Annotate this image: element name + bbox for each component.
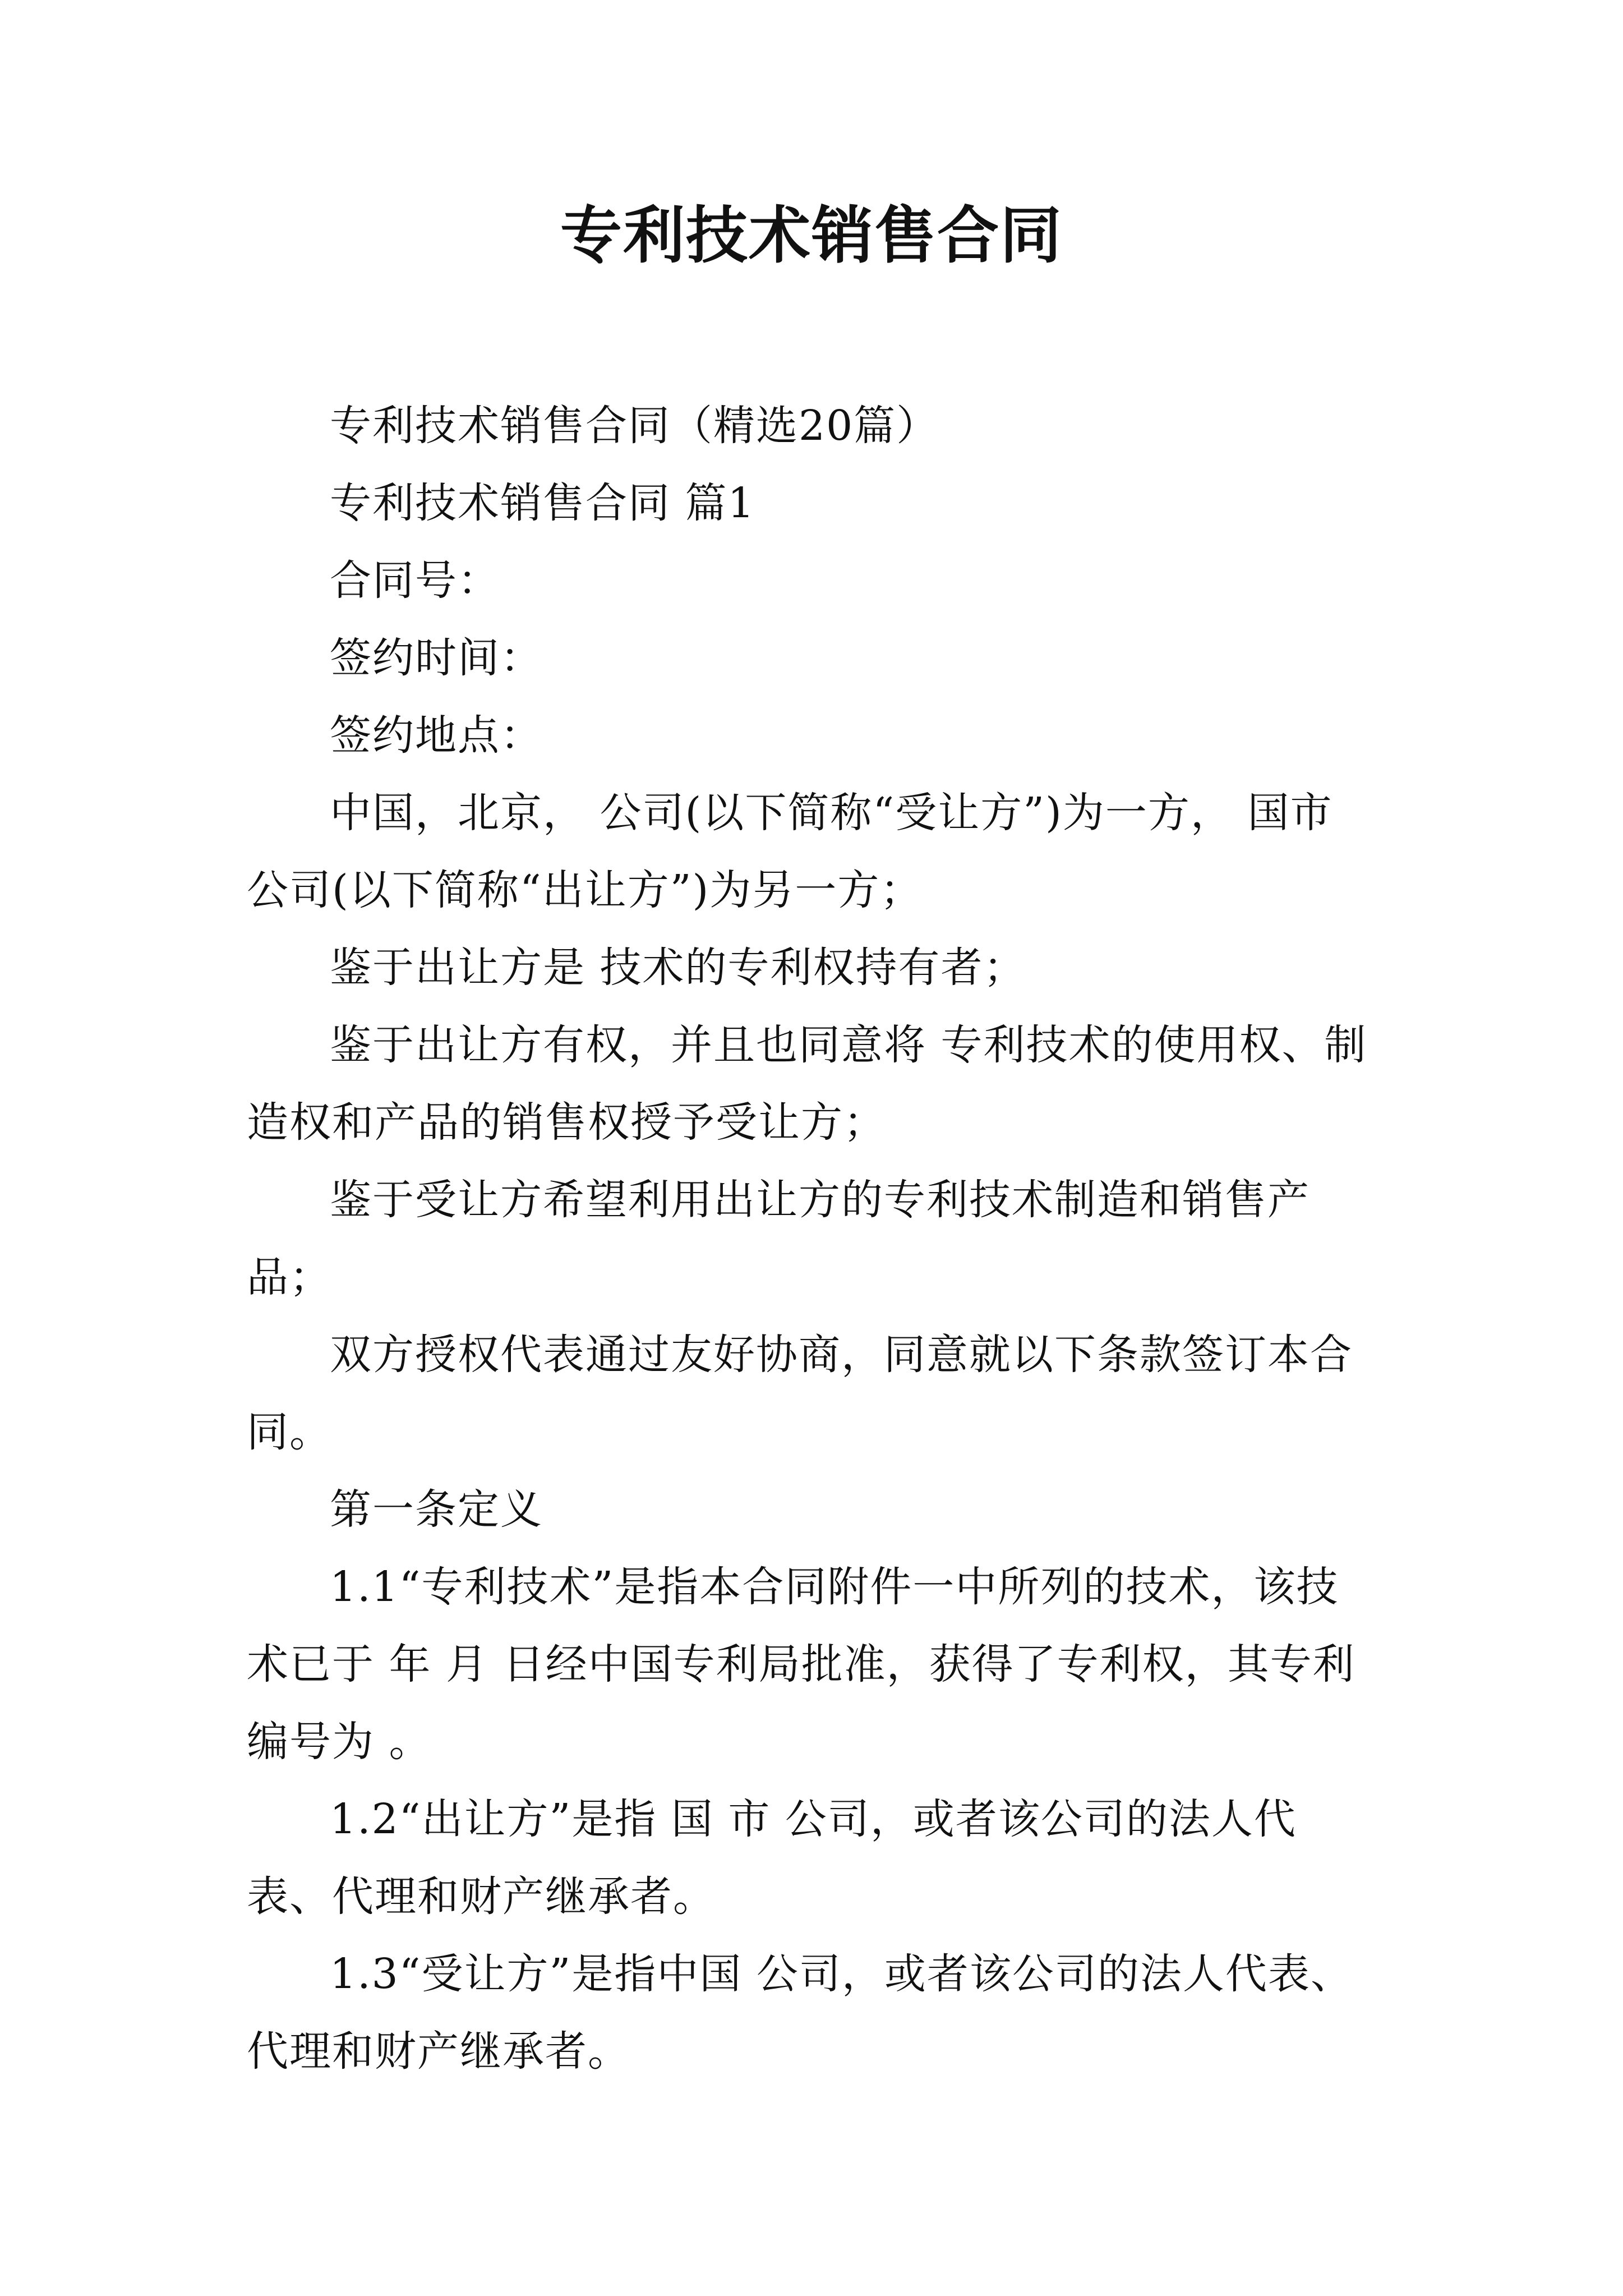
paragraph-1: 专利技术销售合同（精选20篇） (330, 402, 939, 450)
paragraph-14: 1.3“受让方”是指中国 公司，或者该公司的法人代表、代理和财产继承者。 (247, 1950, 1353, 2076)
paragraph-2: 专利技术销售合同 篇1 (330, 479, 755, 527)
paragraph-6: 中国，北京， 公司(以下简称“受让方”)为一方， 国市 公司(以下简称“出让方”)为另一方； (247, 789, 1333, 914)
paragraph-4: 签约时间： (330, 634, 543, 682)
paragraph-5: 签约地点： (330, 711, 543, 760)
document-title: 专利技术销售合同 (560, 199, 1063, 272)
paragraph-9: 鉴于受让方希望利用出让方的专利技术制造和销售产品； (247, 1176, 1310, 1301)
paragraph-7: 鉴于出让方是 技术的专利权持有者； (330, 944, 1026, 992)
paragraph-13: 1.2“出让方”是指 国 市 公司，或者该公司的法人代表、代理和财产继承者。 (247, 1795, 1297, 1921)
paragraph-11: 第一条定义 (330, 1485, 543, 1534)
paragraph-8: 鉴于出让方有权，并且也同意将 专利技术的使用权、制造权和产品的销售权授予受让方； (247, 1021, 1367, 1147)
document-body (247, 387, 1380, 2090)
paragraph-3: 合同号： (330, 556, 500, 605)
paragraph-10: 双方授权代表通过友好协商，同意就以下条款签订本合同。 (247, 1331, 1353, 1456)
paragraph-12: 1.1“专利技术”是指本合同附件一中所列的技术，该技术已于 年 月 日经中国专利局批准，获得了专利权，其专利编号为 。 (247, 1563, 1355, 1766)
